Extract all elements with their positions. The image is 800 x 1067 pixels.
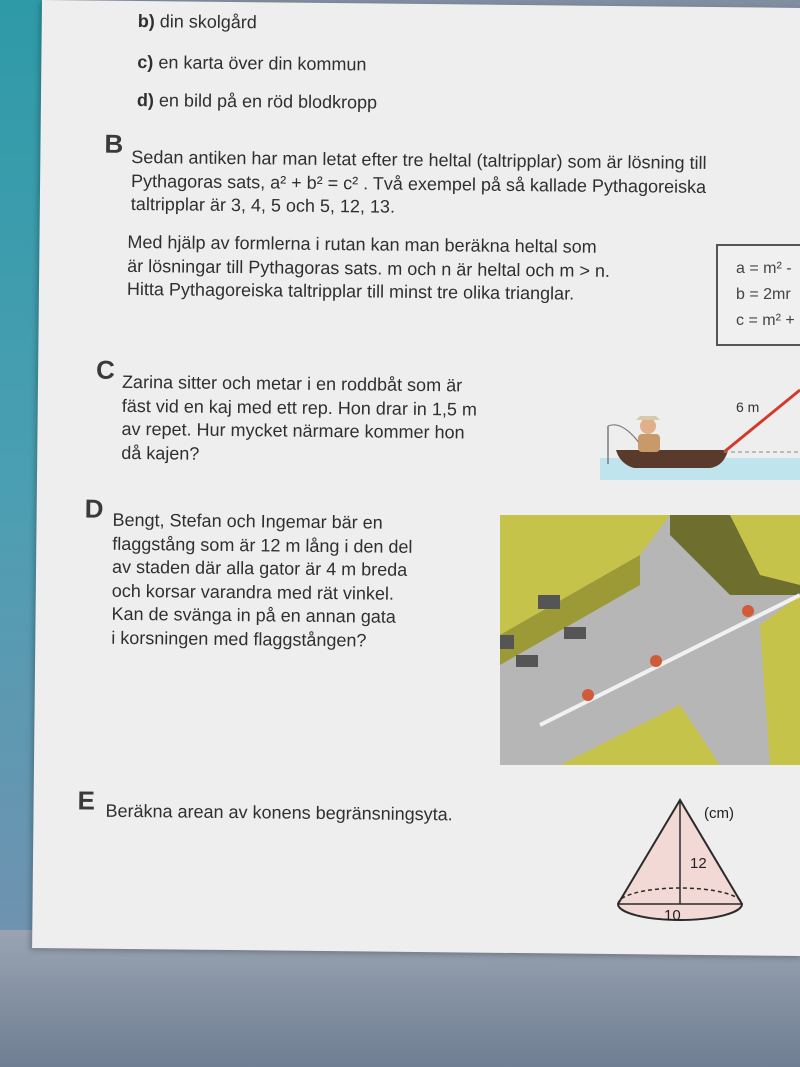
problem-b-line: är lösningar till Pythagoras sats. m och n är heltal och m > n. bbox=[127, 255, 611, 281]
list-text: en bild på en röd blodkropp bbox=[158, 90, 378, 113]
problem-b-line: Hitta Pythagoreiska taltripplar till minst tre olika trianglar. bbox=[126, 278, 575, 304]
person-carrier bbox=[582, 689, 594, 701]
problem-letter-b: B bbox=[104, 128, 124, 159]
boat-illustration bbox=[600, 380, 800, 480]
formula-a: a = m² - bbox=[736, 260, 792, 277]
window bbox=[500, 635, 514, 649]
problem-b-line: Sedan antiken har man letat efter tre heltal (taltripplar) som är lösning till bbox=[131, 146, 707, 173]
rowboat bbox=[616, 450, 728, 468]
person-hat bbox=[636, 416, 660, 420]
cone-illustration bbox=[612, 796, 800, 926]
problem-d-line: och korsar varandra med rät vinkel. bbox=[111, 580, 395, 604]
problem-b-line: taltripplar är 3, 4, 5 och 5, 12, 13. bbox=[130, 193, 396, 217]
problem-e-text: Beräkna arean av konens begränsningsyta. bbox=[105, 800, 453, 825]
person-carrier bbox=[742, 605, 754, 617]
list-marker: b) bbox=[137, 11, 155, 32]
problem-c-line: då kajen? bbox=[121, 442, 200, 464]
person-carrier bbox=[650, 655, 662, 667]
problem-d-line: flaggstång som är 12 m lång i den del bbox=[112, 533, 413, 557]
cone-height-label: 12 bbox=[690, 855, 707, 872]
formula-box bbox=[716, 244, 800, 346]
rope-length-label: 6 m bbox=[736, 399, 760, 415]
problem-letter-c: C bbox=[95, 354, 116, 385]
window bbox=[538, 595, 560, 609]
list-item bbox=[137, 88, 377, 115]
list-marker: c) bbox=[137, 52, 154, 73]
problem-d-line: i korsningen med flaggstången? bbox=[111, 627, 367, 650]
cone-diameter-label: 10 bbox=[664, 907, 681, 924]
problem-c-line: Zarina sitter och metar i en roddbåt som är bbox=[121, 371, 463, 396]
fishing-rod bbox=[608, 425, 640, 444]
list-text: en karta över din kommun bbox=[158, 52, 367, 75]
list-item bbox=[137, 50, 366, 76]
problem-d-line: Kan de svänga in på en annan gata bbox=[111, 603, 396, 627]
problem-c-text bbox=[121, 371, 477, 469]
problem-b-text bbox=[131, 146, 707, 223]
problem-d-text bbox=[111, 509, 413, 653]
unit-label: (cm) bbox=[704, 805, 734, 822]
problem-d-line: av staden där alla gator är 4 m breda bbox=[111, 556, 408, 580]
person-head bbox=[640, 418, 656, 434]
person-body bbox=[638, 434, 660, 452]
problem-b-paragraph-2 bbox=[127, 231, 610, 307]
problem-letter-d: D bbox=[84, 493, 104, 524]
formula-c: c = m² + bbox=[736, 312, 795, 329]
window bbox=[564, 627, 586, 639]
window bbox=[516, 655, 538, 667]
formula-b: b = 2mr bbox=[736, 286, 791, 303]
city-intersection-illustration bbox=[500, 515, 800, 765]
list-text: din skolgård bbox=[159, 11, 257, 33]
problem-d-line: Bengt, Stefan och Ingemar bär en bbox=[112, 509, 383, 533]
problem-c-line: fäst vid en kaj med ett rep. Hon drar in 1,5 m bbox=[121, 395, 478, 420]
list-item bbox=[138, 9, 257, 34]
problem-b-line: Pythagoras sats, a² + b² = c² . Två exempel på så kallade Pythagoreiska bbox=[131, 170, 707, 197]
problem-c-line: av repet. Hur mycket närmare kommer hon bbox=[121, 418, 465, 443]
list-marker: d) bbox=[136, 90, 155, 111]
problem-letter-e: E bbox=[77, 785, 96, 816]
problem-b-line: Med hjälp av formlerna i rutan kan man beräkna heltal som bbox=[127, 231, 597, 257]
